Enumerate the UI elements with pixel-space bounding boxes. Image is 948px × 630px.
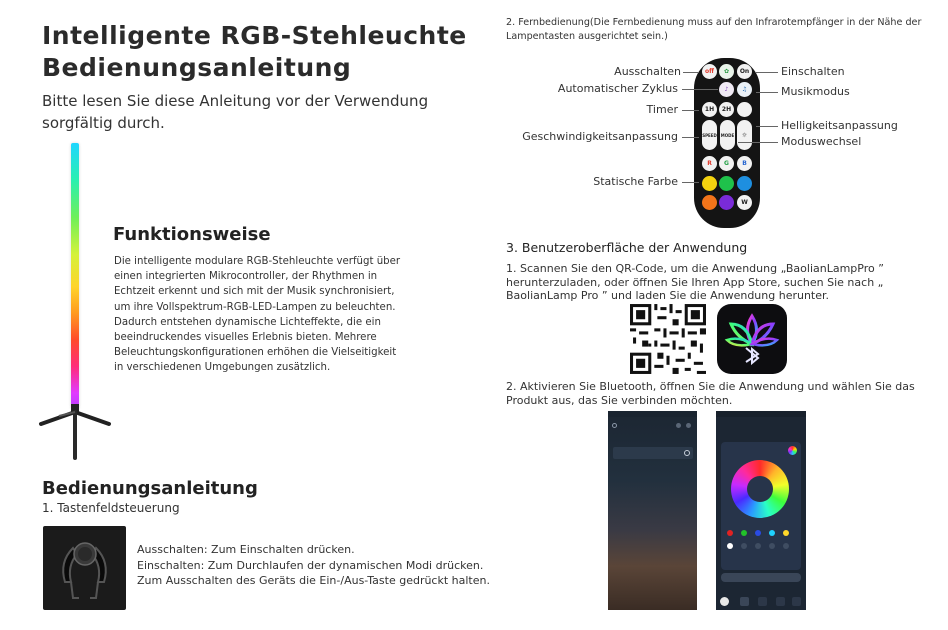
remote-lime-button[interactable]	[719, 176, 734, 191]
subtitle: Bitte lesen Sie diese Anleitung vor der Verwendung sorgfältig durch.	[42, 92, 429, 132]
keypad-heading: 1. Tastenfeldsteuerung	[42, 501, 180, 515]
label-brightness: Helligkeitsanpassung	[781, 119, 898, 132]
settings-icon[interactable]	[676, 423, 681, 428]
remote-yellow-button[interactable]	[702, 176, 717, 191]
qr-code-icon[interactable]	[630, 304, 706, 374]
remote-cyan-button[interactable]	[737, 176, 752, 191]
remote-mode-button[interactable]: MODE	[720, 120, 735, 150]
music-note-icon: ♫	[741, 86, 748, 93]
status-bar	[608, 411, 697, 417]
remote-on-button[interactable]: On	[737, 64, 752, 79]
section-heading-funktionsweise: Funktionsweise	[113, 224, 271, 245]
remote-red-button[interactable]: R	[702, 156, 717, 171]
label-mode-switch: Moduswechsel	[781, 135, 862, 148]
title-line-1: Intelligente RGB-Stehleuchte	[42, 21, 467, 50]
remote-purple-button[interactable]	[719, 195, 734, 210]
leader-line	[756, 126, 778, 127]
leader-line	[738, 142, 778, 143]
add-preset-button[interactable]	[769, 543, 775, 549]
status-bar	[716, 411, 806, 417]
tab-icon[interactable]	[740, 597, 749, 606]
preset-blue-swatch[interactable]	[755, 530, 761, 536]
remote-off-button[interactable]: off	[702, 64, 717, 79]
power-tab-icon[interactable]	[720, 597, 729, 606]
lotus-logo-icon	[717, 304, 787, 374]
label-static-color: Statische Farbe	[593, 175, 678, 188]
power-button-icon	[43, 526, 126, 610]
preset-yellow-swatch[interactable]	[783, 530, 789, 536]
remote-green-button[interactable]: G	[719, 156, 734, 171]
page-title	[42, 20, 467, 84]
section-heading-bedienungsanleitung: Bedienungsanleitung	[42, 478, 258, 499]
app-heading: 3. Benutzeroberfläche der Anwendung	[506, 240, 748, 255]
music-icon: ♪	[724, 86, 729, 93]
add-icon[interactable]	[686, 423, 691, 428]
add-preset-button[interactable]	[741, 543, 747, 549]
remote-music-button[interactable]	[719, 82, 734, 97]
preset-white-swatch[interactable]	[727, 543, 733, 549]
remote-blue-button[interactable]: B	[737, 156, 752, 171]
menu-icon[interactable]	[612, 423, 617, 428]
app-icon[interactable]	[717, 304, 787, 374]
label-speed: Geschwindigkeitsanpassung	[522, 130, 678, 143]
label-ausschalten: Ausschalten	[614, 65, 681, 78]
sun-icon: ☼	[741, 131, 748, 139]
tab-icon[interactable]	[758, 597, 767, 606]
leader-line	[756, 92, 778, 93]
label-auto-cycle: Automatischer Zyklus	[557, 82, 678, 95]
leader-line	[756, 72, 778, 73]
color-control-card	[721, 442, 801, 570]
remote-orange-button[interactable]	[702, 195, 717, 210]
color-wheel-center	[747, 476, 773, 502]
lamp-tripod-icon	[38, 404, 112, 462]
leader-line	[682, 89, 718, 90]
remote-timer-2h-button[interactable]: 2H	[719, 102, 734, 117]
label-einschalten: Einschalten	[781, 65, 845, 78]
app-step-2: 2. Aktivieren Sie Bluetooth, öffnen Sie die Anwendung und wählen Sie das Produkt aus, das Sie verbinden möchten.	[506, 380, 915, 407]
leader-line	[682, 182, 699, 183]
preset-green-swatch[interactable]	[741, 530, 747, 536]
color-wheel[interactable]	[731, 460, 789, 518]
label-timer: Timer	[646, 103, 678, 116]
remote-brightness-button[interactable]	[737, 120, 752, 150]
remote-white-button[interactable]: W	[737, 195, 752, 210]
tab-icon[interactable]	[776, 597, 785, 606]
device-list-item[interactable]	[613, 447, 693, 459]
remote-heading: 2. Fernbedienung(Die Fernbedienung muss auf den Infrarotempfänger in der Nähe der Lampentasten ausgerichtet sein.)	[506, 17, 922, 42]
tab-icon[interactable]	[792, 597, 801, 606]
title-line-2: Bedienungsanleitung	[42, 53, 352, 82]
power-icon[interactable]	[684, 450, 690, 456]
rgb-lamp-pole	[71, 143, 79, 409]
remote-timer-3h-button[interactable]	[737, 102, 752, 117]
cycle-icon: ✿	[723, 68, 730, 75]
keypad-instructions: Ausschalten: Zum Einschalten drücken. Einschalten: Zum Durchlaufen der dynamischen Modi drücken. Zum Ausschalten des Geräts die Ein-/Aus-Taste gedrückt halten.	[137, 543, 490, 587]
leader-line	[682, 137, 699, 138]
preset-cyan-swatch[interactable]	[769, 530, 775, 536]
remote-control	[694, 58, 760, 228]
leader-line	[682, 110, 699, 111]
power-button-photo	[43, 526, 126, 610]
app-screenshot-color-control	[716, 411, 806, 610]
brightness-slider[interactable]	[721, 573, 801, 582]
label-musikmodus: Musikmodus	[781, 85, 850, 98]
leader-line	[683, 72, 699, 73]
remote-speed-button[interactable]: SPEED	[702, 120, 717, 150]
preset-red-swatch[interactable]	[727, 530, 733, 536]
funktionsweise-text: Die intelligente modulare RGB-Stehleuchte verfügt über einen integrierten Mikrocontroller, der Rhythmen in Echtzeit erkennt und sich mit der Musik synchronisiert, um ihre Vollspektrum-RGB-LED-Lampen zu beleuchten. Dadurch entstehen dynamische Lichteffekte, die ein beeindruckendes visuelles Erlebnis bieten. Mehrere Beleuchtungskonfigurationen erhöhen die Vielseitigkeit in verschiedenen Umgebungen zusätzlich.	[114, 256, 401, 374]
app-screenshot-device-list	[608, 411, 697, 610]
remote-timer-1h-button[interactable]: 1H	[702, 102, 717, 117]
app-step-1: 1. Scannen Sie den QR-Code, um die Anwendung „BaolianLampPro ” herunterzuladen, oder öffnen Sie Ihren App Store, suchen Sie nach „ BaolianLamp Pro ” und laden Sie die Anwendung herunter.	[506, 262, 884, 302]
add-preset-button[interactable]	[755, 543, 761, 549]
color-mode-icon[interactable]	[788, 446, 797, 455]
remote-auto-cycle-button[interactable]	[719, 64, 734, 79]
remote-music-button-2[interactable]	[737, 82, 752, 97]
add-preset-button[interactable]	[783, 543, 789, 549]
